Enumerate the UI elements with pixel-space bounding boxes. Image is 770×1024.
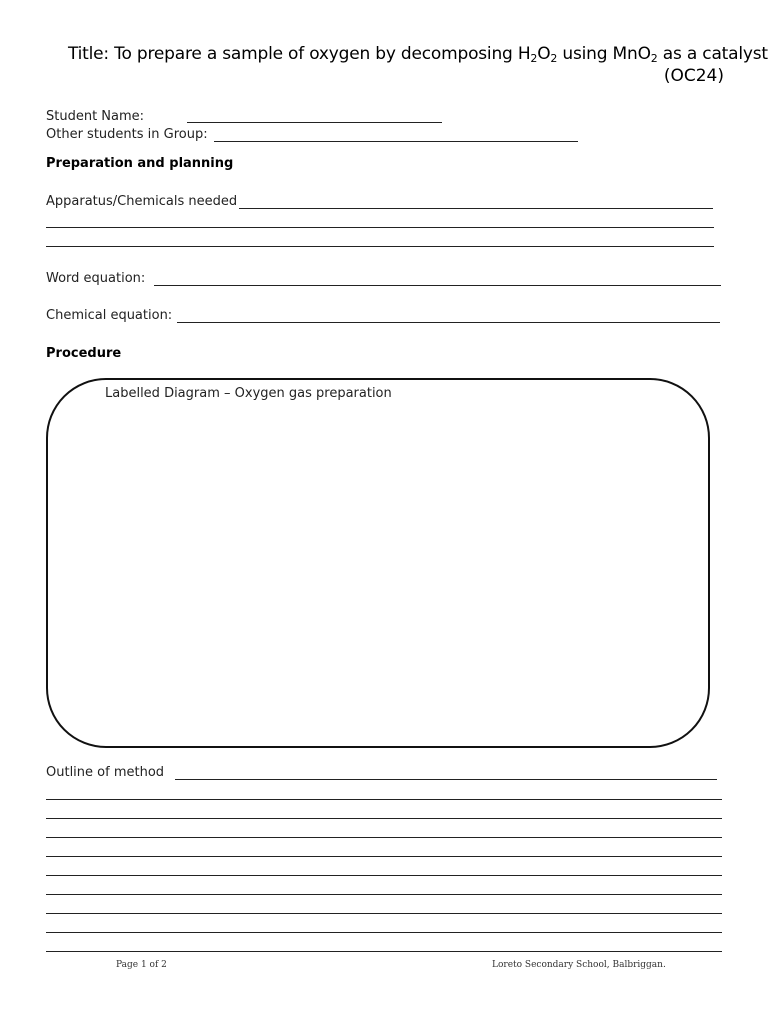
other-students-line[interactable] bbox=[214, 141, 578, 142]
outline-method-label: Outline of method bbox=[46, 765, 165, 780]
apparatus-line-1[interactable] bbox=[239, 208, 713, 209]
method-line-1[interactable] bbox=[175, 779, 717, 780]
diagram-box[interactable] bbox=[46, 378, 710, 748]
apparatus-line-2[interactable] bbox=[46, 227, 714, 228]
method-line-2[interactable] bbox=[46, 799, 722, 800]
experiment-code: (OC24) bbox=[663, 66, 724, 86]
student-name-label: Student Name: bbox=[46, 109, 145, 124]
page-number: Page 1 of 2 bbox=[116, 960, 167, 970]
diagram-label: Labelled Diagram – Oxygen gas preparation bbox=[105, 386, 392, 401]
method-line-10[interactable] bbox=[46, 951, 722, 952]
method-line-7[interactable] bbox=[46, 894, 722, 895]
apparatus-label: Apparatus/Chemicals needed bbox=[46, 194, 238, 209]
other-students-label: Other students in Group: bbox=[46, 127, 208, 142]
method-line-3[interactable] bbox=[46, 818, 722, 819]
method-line-6[interactable] bbox=[46, 875, 722, 876]
preparation-heading: Preparation and planning bbox=[46, 156, 234, 171]
school-name: Loreto Secondary School, Balbriggan. bbox=[492, 960, 666, 970]
apparatus-line-3[interactable] bbox=[46, 246, 714, 247]
procedure-heading: Procedure bbox=[46, 346, 122, 361]
chemical-equation-line[interactable] bbox=[177, 322, 720, 323]
method-line-4[interactable] bbox=[46, 837, 722, 838]
method-line-9[interactable] bbox=[46, 932, 722, 933]
student-name-line[interactable] bbox=[187, 122, 442, 123]
method-line-5[interactable] bbox=[46, 856, 722, 857]
word-equation-line[interactable] bbox=[154, 285, 721, 286]
page-title: Title: To prepare a sample of oxygen by decomposing $H_2O_2$ using MnO$_2$ as a catalyst bbox=[68, 44, 768, 65]
chemical-equation-label: Chemical equation: bbox=[46, 308, 173, 323]
word-equation-label: Word equation: bbox=[46, 271, 146, 286]
method-line-8[interactable] bbox=[46, 913, 722, 914]
